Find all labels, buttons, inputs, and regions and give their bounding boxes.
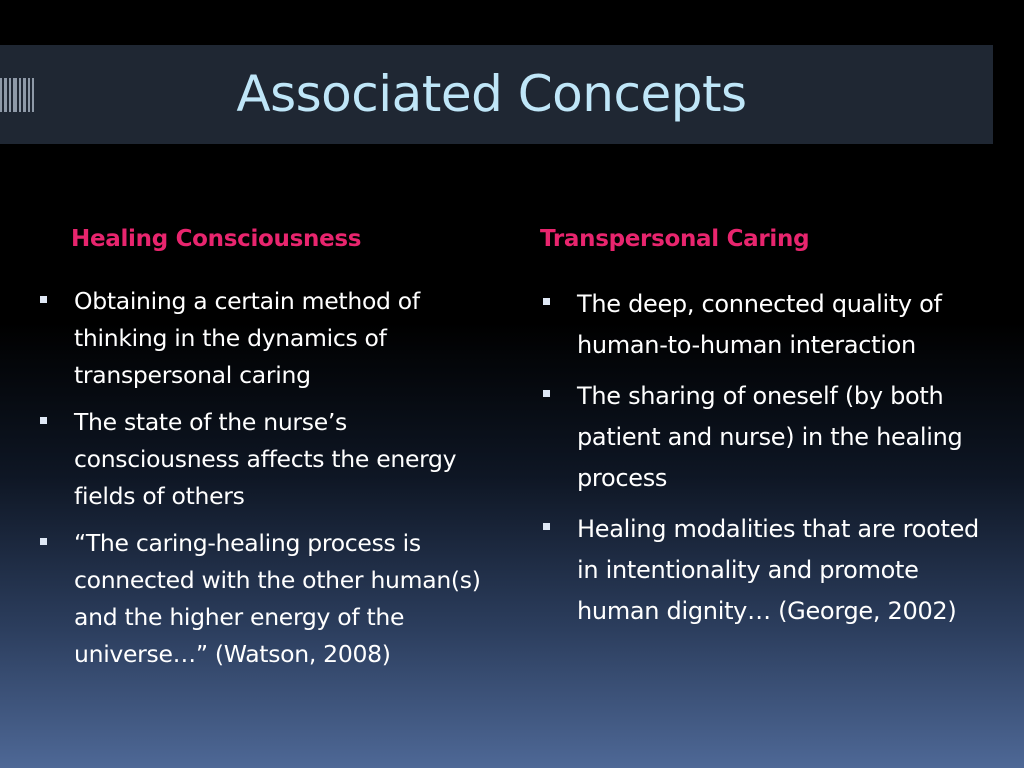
slide-title: Associated Concepts [236,65,747,123]
bullet-list-left [38,283,508,683]
square-bullet-icon [40,296,47,303]
square-bullet-icon [40,417,47,424]
heading-transpersonal-caring: Transpersonal Caring [540,226,810,252]
bullet-text: Healing modalities that are rooted in intentionality and promote human dignity… (George, 2002) [577,515,979,625]
square-bullet-icon [543,390,550,397]
bullet-item [541,509,991,632]
bullet-item [38,525,508,673]
bullet-item [541,284,991,366]
bullet-item [38,404,508,515]
bullet-text: The sharing of oneself (by both patient and nurse) in the healing process [577,382,963,492]
bullet-text: Obtaining a certain method of thinking in the dynamics of transpersonal caring [74,287,420,389]
bullet-text: The state of the nurse’s consciousness affects the energy fields of others [74,408,457,510]
square-bullet-icon [40,538,47,545]
bullet-list-right [541,284,991,642]
title-bar [0,45,993,144]
bullet-item [541,376,991,499]
square-bullet-icon [543,523,550,530]
bullet-item [38,283,508,394]
bullet-text: “The caring-healing process is connected with the other human(s) and the higher energy of the universe…” (Watson, 2008) [74,529,481,668]
square-bullet-icon [543,298,550,305]
heading-healing-consciousness: Healing Consciousness [71,226,362,252]
bullet-text: The deep, connected quality of human-to-human interaction [577,290,942,359]
